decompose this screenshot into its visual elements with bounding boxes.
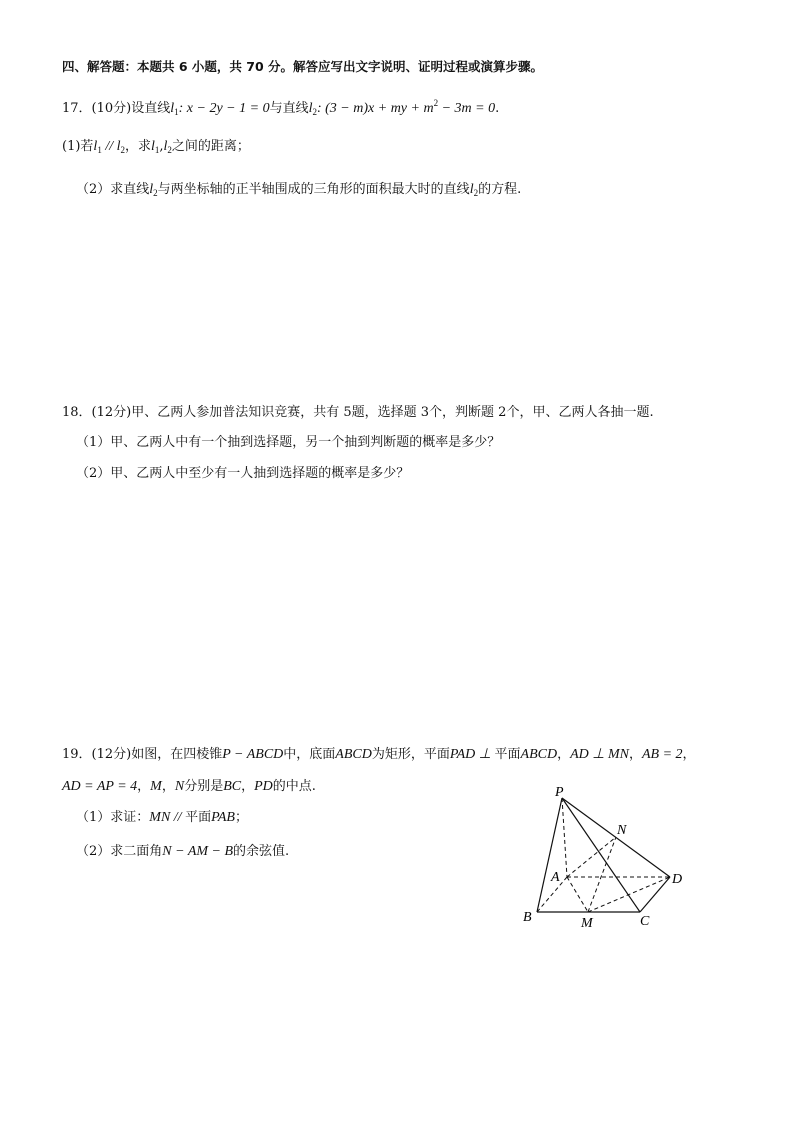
q19-plane-abcd: ABCD <box>520 747 558 762</box>
label-c: C <box>640 914 650 929</box>
label-p: P <box>555 785 564 800</box>
q19-stem-line2 <box>62 778 316 796</box>
pyramid-figure <box>515 782 700 932</box>
q19-part1-label: （1）求证： <box>76 810 150 825</box>
comma: , <box>159 139 164 154</box>
q17-part2-l: $l_2$ <box>149 182 158 198</box>
q19-text4: 分别是 <box>184 779 224 794</box>
comma: ， <box>557 747 571 762</box>
q19-text3: 平面 <box>494 747 521 762</box>
q19-text2: 为矩形，平面 <box>371 747 450 762</box>
q17-part2-label: （2）求直线 <box>76 182 150 197</box>
q19-seg-pd: PD <box>254 779 273 794</box>
q17-part2-end: 的方程. <box>478 182 522 197</box>
q19-plane-pad: PAD <box>449 747 476 762</box>
q17-part1-l2: $l_2$ <box>116 139 125 155</box>
q17-l2: $l_2$ <box>308 101 317 117</box>
q19-part1 <box>76 809 248 827</box>
q17-part1-end: 之间的距离； <box>171 139 250 154</box>
q17-part1-label: (1)若 <box>62 139 94 154</box>
perp-symbol: ⊥ <box>475 747 495 762</box>
comma: ， <box>628 747 642 762</box>
q19-ab-value: AB = 2 <box>641 747 683 762</box>
q17-eq1: : x − 2y − 1 = 0 <box>178 101 270 116</box>
q19-part1-pab: PAB <box>211 810 235 825</box>
parallel-symbol: // <box>170 810 186 825</box>
q17-text2: 与直线 <box>269 101 309 116</box>
q17-part2-l2: $l_2$ <box>469 182 479 198</box>
section-title: 四、解答题：本题共 6 小题，共 70 分。解答应写出文字说明、证明过程或演算步骤。 <box>62 59 544 74</box>
label-n: N <box>617 823 627 838</box>
q19-text1: 中，底面 <box>283 747 336 762</box>
q17-stem <box>62 94 499 121</box>
q17-part2 <box>76 181 521 202</box>
q18-part2: （2）甲、乙两人中至少有一人抽到选择题的概率是多少？ <box>76 466 410 481</box>
q17-part1-la: $l_1$ <box>151 139 160 155</box>
comma: ， <box>161 779 175 794</box>
comma: ， <box>137 779 151 794</box>
q19-stem-line1 <box>62 746 696 764</box>
q19-number: 19．(12分)如图，在四棱锥 <box>62 747 223 762</box>
q17-period: . <box>495 101 500 116</box>
q19-text5: 的中点. <box>272 779 316 794</box>
q17-score: (10分) <box>91 101 132 116</box>
q19-pyramid: P − ABCD <box>222 747 284 762</box>
edge-cd <box>640 877 670 912</box>
comma: ， <box>241 779 255 794</box>
q19-ad-ap-value: AD = AP = 4 <box>62 779 138 794</box>
q19-part1-mn: MN <box>149 810 171 825</box>
seg-md <box>588 877 670 912</box>
q17-l1: $l_1$ <box>170 101 179 117</box>
q19-point-n: N <box>174 779 185 794</box>
label-m: M <box>581 916 593 931</box>
q19-part2-end: 的余弦值. <box>233 844 290 859</box>
q17-text: 设直线 <box>131 101 171 116</box>
q19-part2-angle: N − AM − B <box>162 844 234 859</box>
seg-am <box>567 877 588 912</box>
q17-part1-lb: $l_2$ <box>163 139 172 155</box>
q19-seg-bc: BC <box>223 779 242 794</box>
parallel-symbol: // <box>101 139 117 154</box>
q19-ad-perp-mn: AD ⊥ MN <box>570 747 629 762</box>
q19-base: ABCD <box>335 747 372 762</box>
q18-part1: （1）甲、乙两人中有一个抽到选择题，另一个抽到判断题的概率是多少？ <box>76 435 501 450</box>
q19-part1-text: 平面 <box>185 810 212 825</box>
edge-pa <box>562 798 567 877</box>
q19-part2 <box>76 843 289 861</box>
q18-stem: 18．(12分)甲、乙两人参加普法知识竞赛，共有 5题，选择题 3个，判断题 2个，甲、乙两人各抽一题. <box>62 405 654 420</box>
label-b: B <box>523 910 532 925</box>
q19-point-m: M <box>150 779 162 794</box>
q17-part1-text: ，求 <box>124 139 151 154</box>
q17-eq2: : (3 − m)x + my + $m^2 - 3m = 0$ <box>316 98 496 116</box>
q19-part1-end: ； <box>234 810 248 825</box>
label-d: D <box>672 872 683 887</box>
q17-part1-l1: $l_1$ <box>93 139 102 155</box>
edge-pb <box>537 798 562 912</box>
q17-number: 17． <box>62 101 92 116</box>
q19-part2-label: （2）求二面角 <box>76 844 163 859</box>
q17-part2-text: 与两坐标轴的正半轴围成的三角形的面积最大时的直线 <box>157 182 470 197</box>
label-a: A <box>551 870 560 885</box>
comma: ， <box>682 747 696 762</box>
q17-part1 <box>62 138 250 159</box>
